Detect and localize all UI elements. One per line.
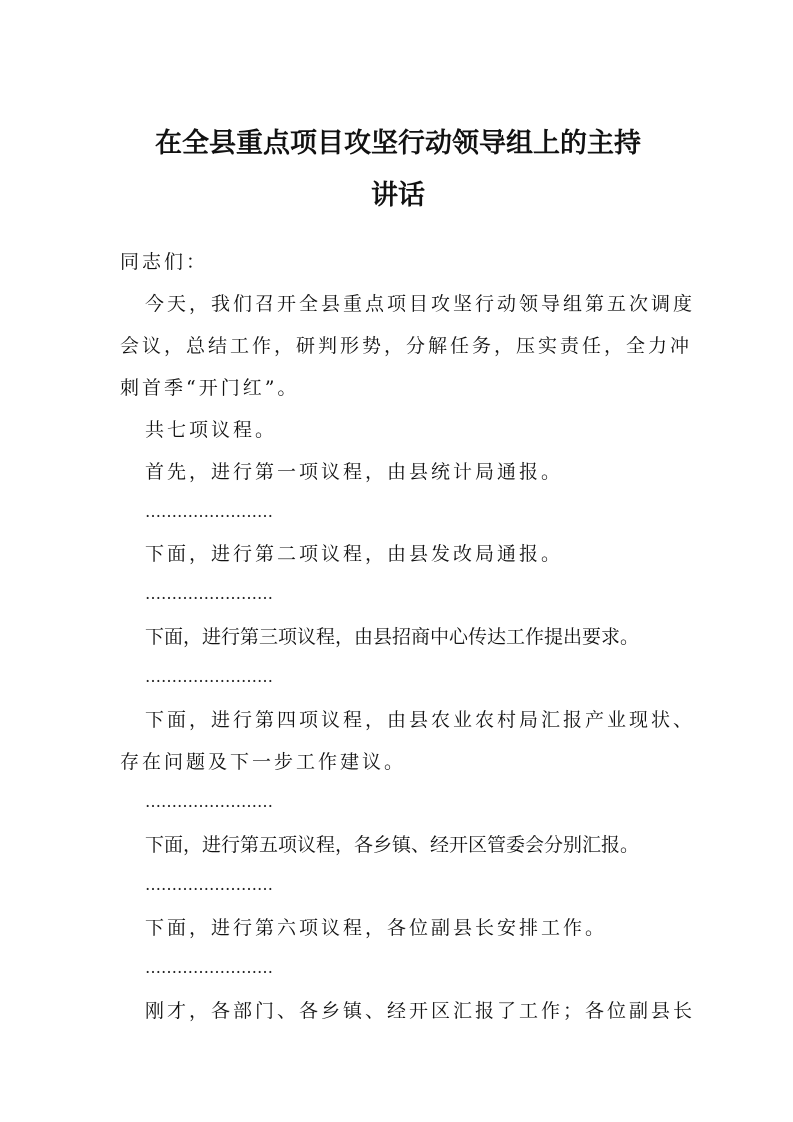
paragraph-opening-line-3: 刺首季“开门红”。	[120, 377, 300, 399]
paragraph-agenda-4-line-1: 下面，进行第四项议程，由县农业农村局汇报产业现状、	[145, 709, 696, 731]
ellipsis-placeholder-1: ……………………	[145, 502, 273, 521]
paragraph-agenda-1: 首先，进行第一项议程，由县统计局通报。	[145, 461, 564, 483]
paragraph-agenda-5: 下面，进行第五项议程，各乡镇、经开区管委会分别汇报。	[145, 834, 640, 856]
paragraph-agenda-2: 下面，进行第二项议程，由县发改局通报。	[145, 543, 564, 565]
salutation: 同志们：	[120, 251, 209, 273]
paragraph-opening-line-2: 会议，总结工作，研判形势，分解任务，压实责任，全力冲	[120, 335, 693, 357]
paragraph-opening-line-1: 今天，我们召开全县重点项目攻坚行动领导组第五次调度	[145, 293, 696, 315]
paragraph-agenda-4-line-2: 存在问题及下一步工作建议。	[120, 751, 407, 773]
ellipsis-placeholder-5: ……………………	[145, 875, 273, 894]
document-title-line-2: 讲话	[371, 180, 425, 211]
ellipsis-placeholder-2: ……………………	[145, 584, 273, 603]
paragraph-agenda-6: 下面，进行第六项议程，各位副县长安排工作。	[145, 917, 608, 939]
document-title-line-1: 在全县重点项目攻坚行动领导组上的主持	[155, 128, 641, 159]
ellipsis-placeholder-6: ……………………	[145, 958, 273, 977]
paragraph-agenda-3: 下面，进行第三项议程，由县招商中心传达工作提出要求。	[145, 626, 640, 648]
paragraph-summary-line-1: 刚才，各部门、各乡镇、经开区汇报了工作；各位副县长	[145, 1000, 696, 1022]
ellipsis-placeholder-4: ……………………	[145, 792, 273, 811]
ellipsis-placeholder-3: ……………………	[145, 667, 273, 686]
paragraph-agenda-count: 共七项议程。	[145, 419, 278, 441]
